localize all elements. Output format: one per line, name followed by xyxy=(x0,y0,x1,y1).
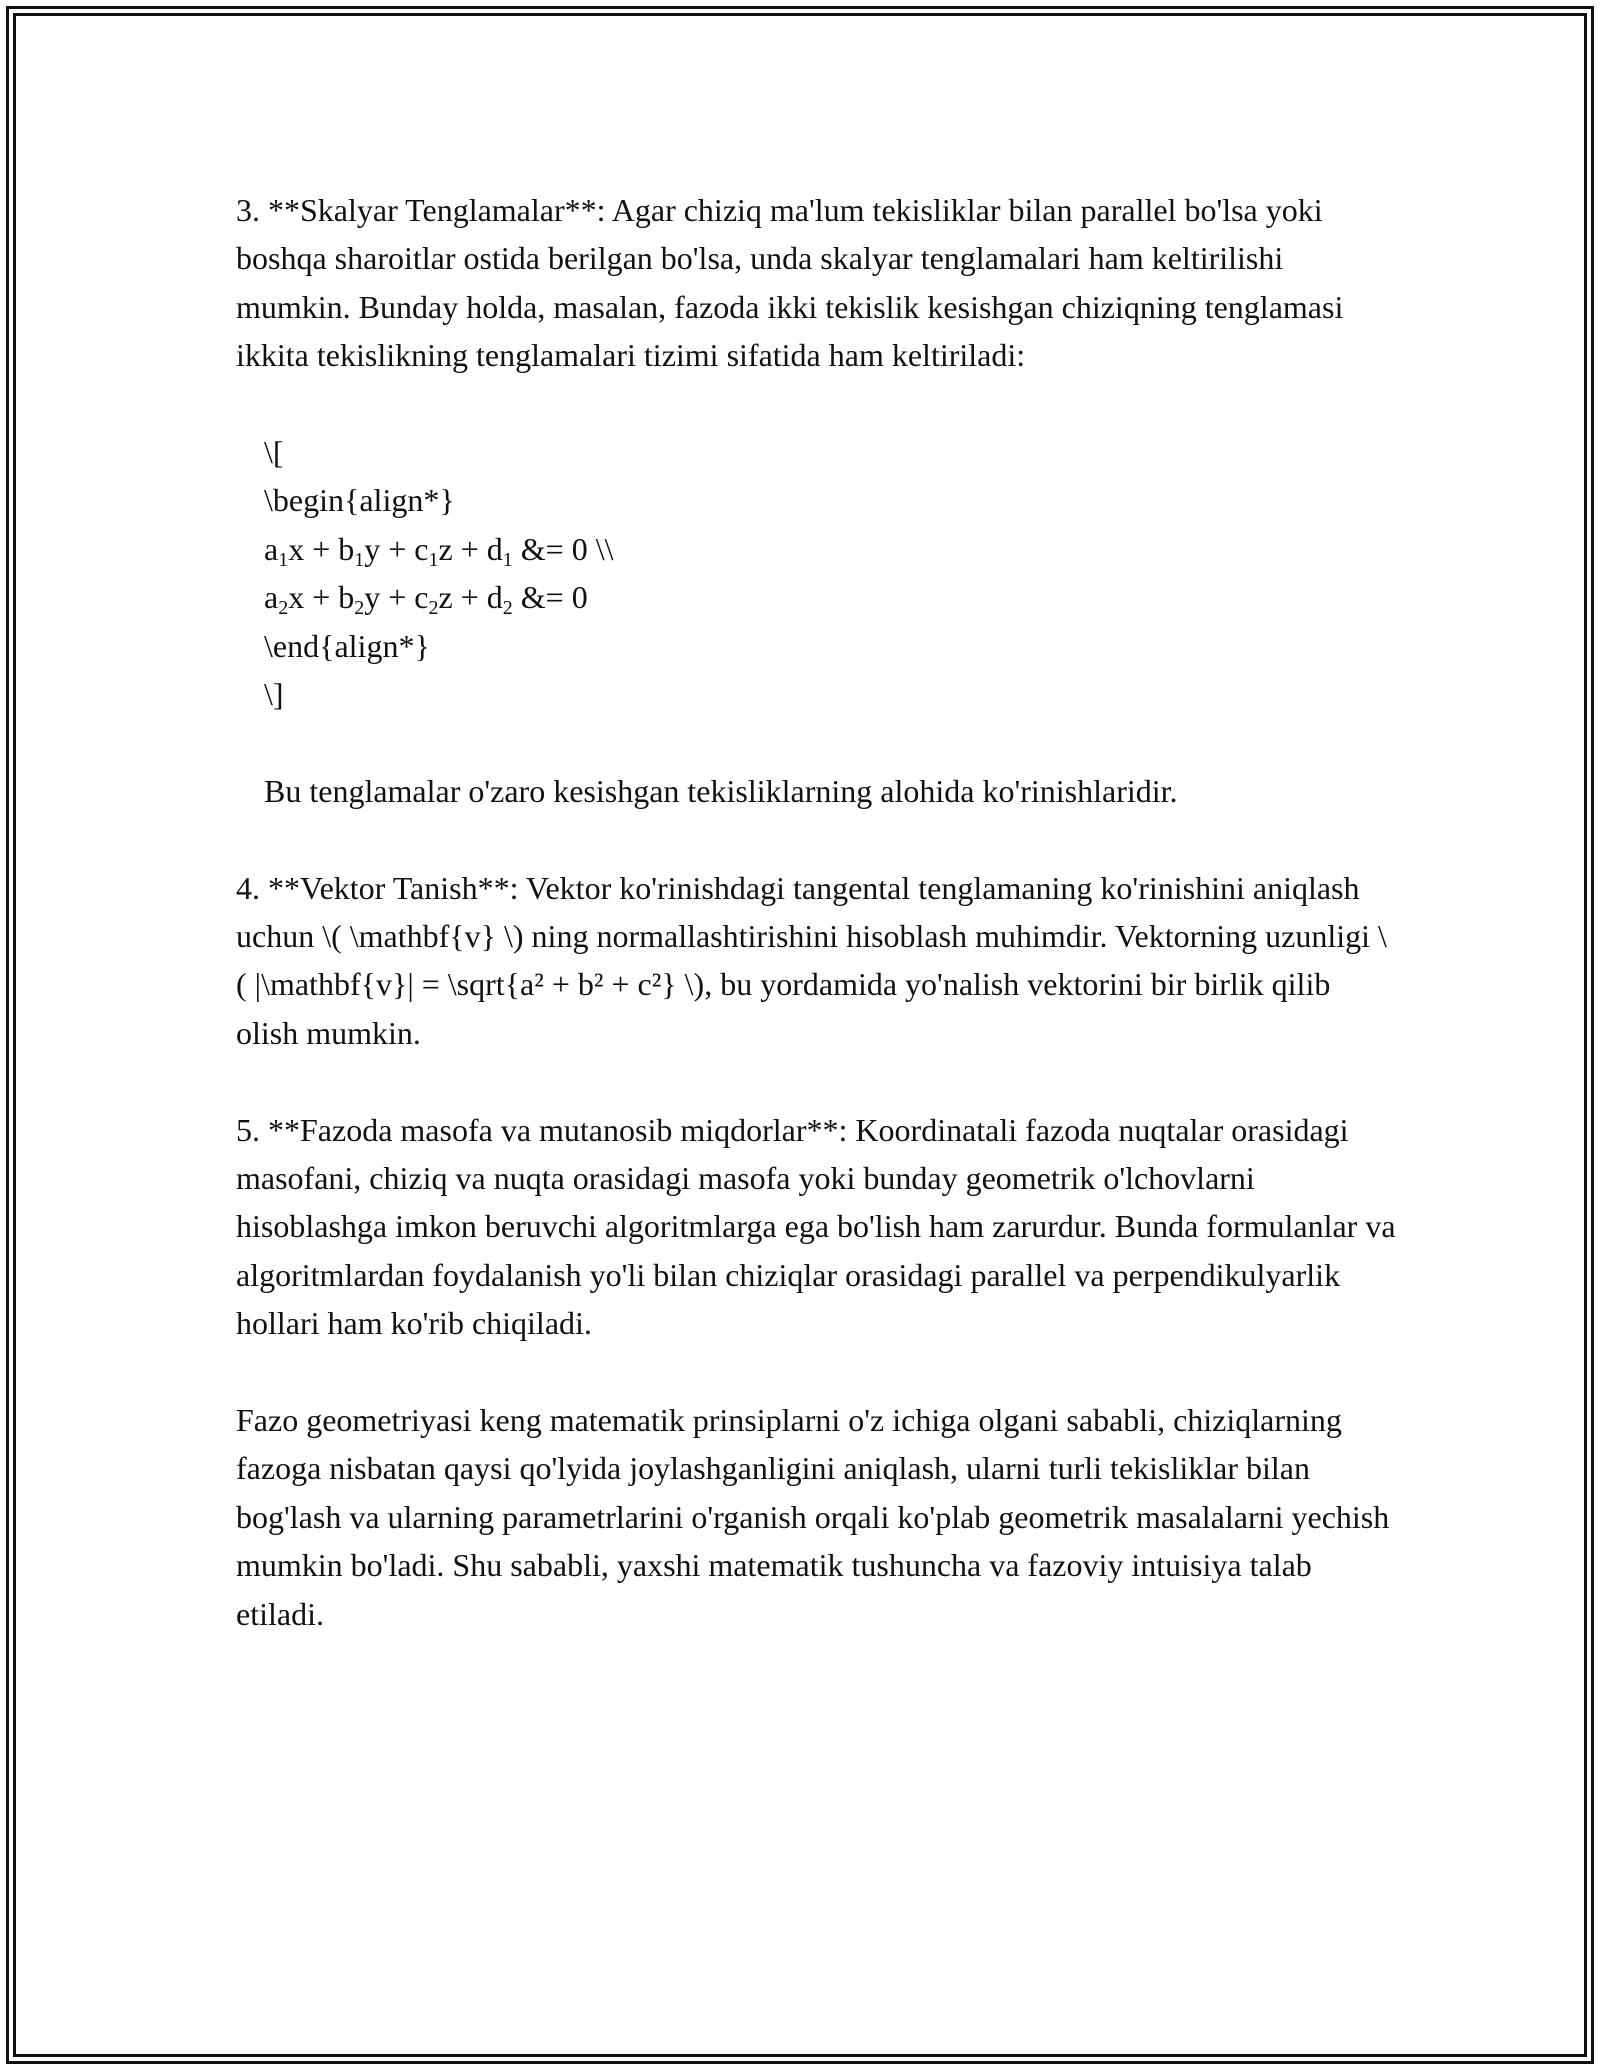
document-body xyxy=(236,186,1396,1638)
math-open: \[ xyxy=(264,434,284,471)
item-3-paragraph: 3. **Skalyar Tenglamalar**: Agar chiziq ma'lum tekisliklar bilan parallel bo'lsa yoki boshqa sharoitlar ostida berilgan bo'lsa, unda skalyar tenglamalari ham keltirilishi mumkin. Bunday holda, masalan, fazoda ikki tekislik kesishgan chiziqning tenglamasi ikkita tekislikning tenglamalari tizimi sifatida ham keltiriladi: xyxy=(236,192,1344,374)
conclusion-paragraph: Fazo geometriyasi keng matematik prinsiplarni o'z ichiga olgani sababli, chiziqlarning fazoga nisbatan qaysi qo'lyida joylashganligini aniqlash, ularni turli tekisliklar bilan bog'lash va ularning parametrlarini o'rganish orqali ko'plab geometrik masalalarni yechish mumkin bo'ladi. Shu sababli, yaxshi matematik tushuncha va fazoviy intuisiya talab etiladi. xyxy=(236,1402,1390,1632)
math-close: \] xyxy=(264,676,284,713)
spacer xyxy=(236,380,1396,428)
end-align: \end{align*} xyxy=(264,627,430,664)
spacer xyxy=(236,1057,1396,1105)
spacer xyxy=(236,815,1396,863)
item-4-paragraph: 4. **Vektor Tanish**: Vektor ko'rinishdagi tangental tenglamaning ko'rinishini aniqlash uchun \( \mathbf{v} \) ning normallashtirishini hisoblash muhimdir. Vektorning uzunligi \( |\mathbf{v}| = \sqrt{a² + b² + c²} \), bu yordamida yo'nalish vektorini bir birlik qilib olish mumkin. xyxy=(236,869,1387,1051)
begin-align: \begin{align*} xyxy=(264,482,455,519)
item-5-paragraph: 5. **Fazoda masofa va mutanosib miqdorlar**: Koordinatali fazoda nuqtalar orasidagi masofani, chiziq va nuqta orasidagi masofa yoki bunday geometrik o'lchovlarni hisoblashga imkon beruvchi algoritmlarga ega bo'lish ham zarurdur. Bunda formulanlar va algoritmlardan foydalanish yo'li bilan chiziqlar orasidagi parallel va perpendikulyarlik hollari ham ko'rib chiqiladi. xyxy=(236,1111,1396,1342)
spacer xyxy=(236,718,1396,766)
item-3-note: Bu tenglamalar o'zaro kesishgan tekisliklarning alohida ko'rinishlaridir. xyxy=(264,772,1178,809)
equation-1: $a_1x + b_1y + c_1z + d_1$ &= 0 \\ xyxy=(264,530,614,571)
math-block xyxy=(236,428,1396,718)
spacer xyxy=(236,1348,1396,1396)
equation-2: $a_2x + b_2y + c_2z + d_2$ &= 0 xyxy=(264,579,588,620)
